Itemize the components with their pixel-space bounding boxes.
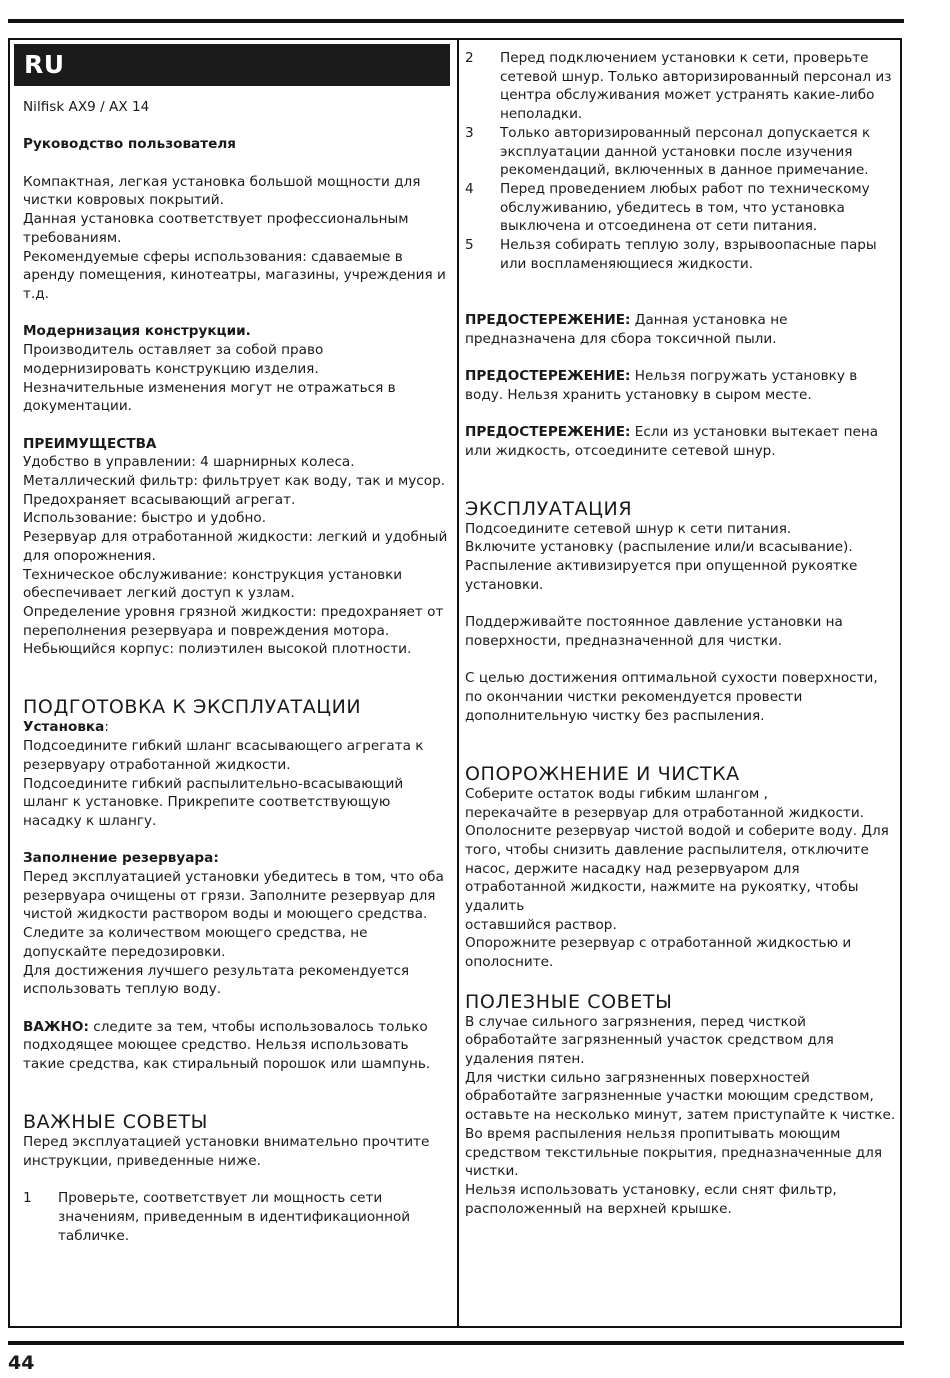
install-line: Подсоедините гибкий шланг всасывающего агрегата к резервуару отработанной жидкости. <box>23 738 424 773</box>
intro-line: Рекомендуемые сферы использования: сдаваемые в аренду помещения, кинотеатры, магазины, учреждения и т.д. <box>23 248 446 302</box>
item-number: 5 <box>465 237 474 254</box>
bottom-rule <box>8 1341 904 1345</box>
warning <box>465 423 897 460</box>
numbered-item <box>465 49 897 124</box>
important-tips-intro: Перед эксплуатацией установки внимательно прочтите инструкции, приведенные ниже. <box>23 1134 430 1169</box>
item-number: 1 <box>23 1190 32 1207</box>
advantage-line: Использование: быстро и удобно. <box>23 510 267 527</box>
item-number: 4 <box>465 180 474 197</box>
emptying-line: перекачайте в резервуар для отработанной жидкости. Ополосните резервуар чистой водой и соберите воду. Для того, чтобы снизить давление распылителя, отключите насос, держите насадку над резервуаром для отработанной жидкости, нажмите на рукоятку, чтобы удалить <box>465 804 889 915</box>
warning-label: ПРЕДОСТЕРЕЖЕНИЕ: <box>465 367 631 384</box>
left-column <box>23 98 451 1245</box>
operation-heading: ЭКСПЛУАТАЦИЯ <box>465 497 633 520</box>
fill-line: Перед эксплуатацией установки убедитесь в том, что оба резервуара очищены от грязи. Заполните резервуар для чистой жидкости раствором воды и моющего средства. <box>23 869 444 923</box>
fill-line: Следите за количеством моющего средства, не допускайте передозировки. <box>23 925 368 960</box>
useful-line: Во время распыления нельзя пропитывать моющим средством текстильные покрытия, предназначенные для чистки. <box>465 1125 883 1180</box>
important-text: следите за тем, чтобы использовалось только подходящее моющее средство. Нельзя использовать такие средства, как стиральный порошок или шампунь. <box>23 1018 431 1073</box>
advantages-title: ПРЕИМУЩЕСТВА <box>23 435 157 452</box>
operation-line: Подсоедините сетевой шнур к сети питания. <box>465 520 792 537</box>
warning-label: ПРЕДОСТЕРЕЖЕНИЕ: <box>465 311 631 328</box>
important-note <box>23 1018 451 1074</box>
column-divider <box>457 38 459 1328</box>
advantage-line: Небьющийся корпус: полиэтилен высокой плотности. <box>23 641 412 658</box>
install-line: Подсоедините гибкий распылительно-всасывающий шланг к установке. Прикрепите соответствующую насадку к шлангу. <box>23 775 404 829</box>
numbered-item <box>465 236 897 273</box>
intro-line: Компактная, легкая установка большой мощности для чистки ковровых покрытий. <box>23 173 421 209</box>
useful-tips-heading: ПОЛЕЗНЫЕ СОВЕТЫ <box>465 990 673 1013</box>
doc-title: Руководство пользователя <box>23 136 236 153</box>
language-banner <box>14 44 450 86</box>
operation-line: Включите установку (распыление или/и всасывание). <box>465 539 853 556</box>
emptying-line: Опорожните резервуар с отработанной жидкостью и ополосните. <box>465 935 852 971</box>
model-name: Nilfisk AX9 / AX 14 <box>23 99 150 115</box>
item-number: 3 <box>465 124 474 141</box>
item-text: Перед подключением установки к сети, проверьте сетевой шнур. Только авторизированный персонал из центра обслуживания может устранять какие-либо неполадки. <box>500 50 892 123</box>
item-text: Только авторизированный персонал допускается к эксплуатации данной установки после изучения рекомендаций, включенных в данное примечание. <box>500 124 871 179</box>
warning <box>465 367 897 404</box>
operation-paragraph: Поддерживайте постоянное давление установки на поверхности, предназначенной для чистки. <box>465 614 843 649</box>
operation-paragraph: С целью достижения оптимальной сухости поверхности, по окончании чистки рекомендуется провести дополнительную чистку без распыления. <box>465 670 878 724</box>
numbered-item <box>23 1189 451 1245</box>
intro-line: Данная установка соответствует профессиональным требованиям. <box>23 211 409 246</box>
advantage-line: Техническое обслуживание: конструкция установки обеспечивает легкий доступ к узлам. <box>23 566 403 602</box>
modernization-line: Производитель оставляет за собой право модернизировать конструкцию изделия. <box>23 342 324 377</box>
modernization-title: Модернизация конструкции. <box>23 323 251 340</box>
item-text: Перед проведением любых работ по техническому обслуживанию, убедитесь в том, что установка выключена и отсоединена от сети питания. <box>500 180 870 235</box>
important-tips-heading: ВАЖНЫЕ СОВЕТЫ <box>23 1111 209 1134</box>
emptying-heading: ОПОРОЖНЕНИЕ И ЧИСТКА <box>465 762 740 785</box>
numbered-item <box>465 124 897 180</box>
warning-text: Нельзя погружать установку в воду. Нельзя хранить установку в сыром месте. <box>465 367 858 403</box>
numbered-item <box>465 180 897 236</box>
warning-text: Данная установка не предназначена для сбора токсичной пыли. <box>465 311 788 347</box>
advantage-line: Предохраняет всасывающий агрегат. <box>23 491 296 508</box>
item-text: Нельзя собирать теплую золу, взрывоопасные пары или воспламеняющиеся жидкости. <box>500 237 877 272</box>
fill-title: Заполнение резервуара: <box>23 850 219 867</box>
page-number: 44 <box>8 1352 35 1374</box>
useful-line: В случае сильного загрязнения, перед чисткой обработайте загрязненный участок средством для удаления пятен. <box>465 1013 834 1067</box>
warning-label: ПРЕДОСТЕРЕЖЕНИЕ: <box>465 424 631 440</box>
emptying-line: оставшийся раствор. <box>465 916 617 933</box>
top-rule <box>8 19 904 23</box>
useful-line: Нельзя использовать установку, если снят фильтр, расположенный на верхней крышке. <box>465 1181 837 1217</box>
preparation-heading: ПОДГОТОВКА К ЭКСПЛУАТАЦИИ <box>23 696 362 719</box>
warning-text: Если из установки вытекает пена или жидкость, отсоедините сетевой шнур. <box>465 424 879 459</box>
advantage-line: Определение уровня грязной жидкости: предохраняет от переполнения резервуара и повреждения мотора. <box>23 603 444 639</box>
item-text: Проверьте, соответствует ли мощность сети значениям, приведенным в идентификационной табличке. <box>58 1190 411 1244</box>
install-label: Установка <box>23 719 105 736</box>
fill-line: Для достижения лучшего результата рекомендуется использовать теплую воду. <box>23 962 410 998</box>
advantage-line: Резервуар для отработанной жидкости: легкий и удобный для опорожнения. <box>23 529 448 564</box>
item-number: 2 <box>465 50 474 66</box>
install-colon: : <box>104 719 109 736</box>
warning <box>465 311 897 348</box>
operation-line: Распыление активизируется при опущенной рукоятке установки. <box>465 558 858 593</box>
emptying-line: Соберите остаток воды гибким шлангом , <box>465 785 768 802</box>
important-label: ВАЖНО: <box>23 1018 89 1035</box>
advantage-line: Удобство в управлении: 4 шарнирных колеса. <box>23 454 355 471</box>
modernization-line: Незначительные изменения могут не отражаться в документации. <box>23 379 396 415</box>
advantage-line: Металлический фильтр: фильтрует как воду, так и мусор. <box>23 473 446 489</box>
useful-line: Для чистки сильно загрязненных поверхностей обработайте загрязненные участки моющим средством, оставьте на несколько минут, затем приступайте к чистке. <box>465 1069 896 1124</box>
right-column <box>465 49 897 1218</box>
language-code: RU <box>24 50 65 79</box>
